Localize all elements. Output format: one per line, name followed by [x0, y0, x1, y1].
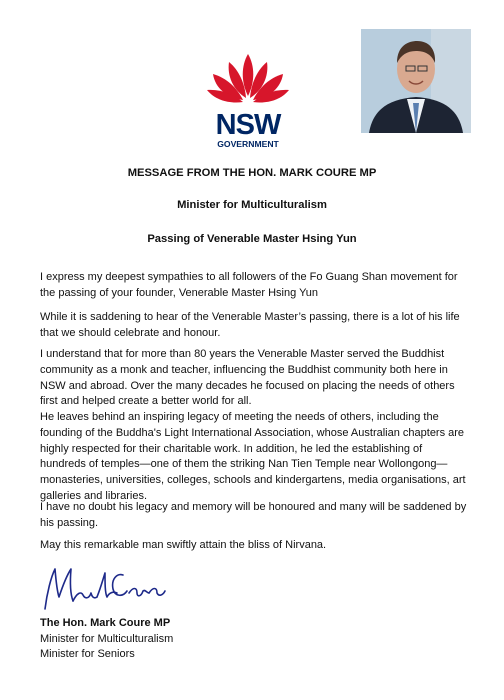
signatory-name: The Hon. Mark Coure MP — [40, 617, 171, 629]
signature — [37, 563, 167, 615]
paragraph-1: I express my deepest sympathies to all followers of the Fo Guang Shan movement for the passing of your founder, Venerable Master Hsing Yun — [40, 271, 458, 299]
logo-subtext: GOVERNMENT — [217, 139, 279, 149]
portrait-photo-icon — [361, 29, 471, 133]
paragraph-3: I understand that for more than 80 years the Venerable Master served the Buddhist community as a monk and teacher, influencing the Buddhist community both here in NSW and abroad. Over the many decades he focused on placing the needs of others first and helped create a better world for all. — [40, 348, 455, 408]
message-heading: MESSAGE FROM THE HON. MARK COURE MP — [127, 167, 377, 179]
waratah-icon — [207, 54, 289, 103]
paragraph-2: While it is saddening to hear of the Venerable Master’s passing, there is a lot of his life that we should celebrate and honour. — [40, 311, 460, 339]
minister-portrait — [361, 29, 471, 133]
paragraph-6: May this remarkable man swiftly attain the bliss of Nirvana. — [40, 539, 327, 551]
paragraph-5: I have no doubt his legacy and memory will be honoured and many will be saddened by his passing. — [40, 501, 467, 529]
nsw-government-logo — [205, 52, 291, 152]
paragraph-4: He leaves behind an inspiring legacy of meeting the needs of others, including the founding of the Buddha's Light International Association, whose Australian chapters are highly respected for their charitable work. In addition, he led the establishing of hundreds of temples—one of them the striking Nan Tien Temple near Wollongong—monasteries, universities, colleges, schools and kindergartens, media organisations, art galleries and libraries. — [40, 411, 466, 502]
minister-subheading: Minister for Multiculturalism — [177, 199, 327, 211]
letter-title: Passing of Venerable Master Hsing Yun — [147, 233, 357, 245]
closing-block — [40, 616, 173, 663]
signatory-role-1: Minister for Multiculturalism — [40, 632, 174, 645]
signatory-role-2: Minister for Seniors — [40, 648, 135, 660]
logo-wordmark: NSW — [215, 109, 281, 141]
